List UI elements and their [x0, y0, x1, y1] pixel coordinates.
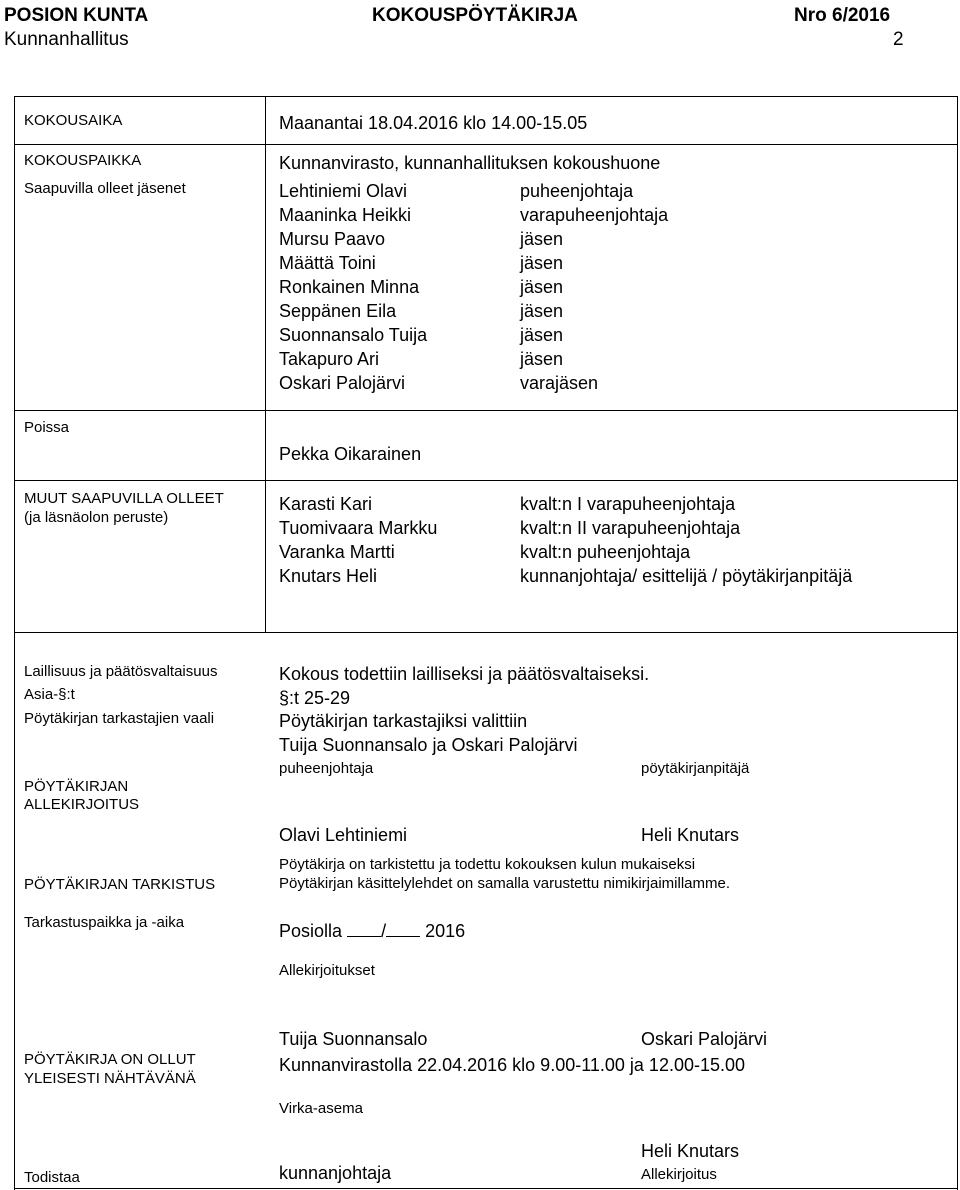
member-role: puheenjohtaja: [520, 181, 634, 201]
items-label: Asia-§:t: [24, 686, 75, 703]
member-name: Lehtiniemi Olavi: [279, 181, 408, 201]
table-bottom-border: [14, 1188, 958, 1189]
certify-label: Todistaa: [24, 1169, 80, 1186]
member-role: jäsen: [520, 301, 564, 321]
document-type: KOKOUSPÖYTÄKIRJA: [372, 5, 578, 26]
member-role: varajäsen: [520, 373, 599, 393]
place-year: 2016: [425, 921, 466, 941]
member-role: jäsen: [520, 325, 564, 345]
row-divider: [14, 632, 958, 633]
member-role: jäsen: [520, 229, 564, 249]
other-role: kunnanjohtaja/ esittelijä / pöytäkirjanpitäjä: [520, 566, 853, 586]
signature-label: PÖYTÄKIRJAN: [24, 778, 129, 795]
row-divider: [14, 144, 958, 145]
signatures-label: Allekirjoitukset: [279, 962, 375, 979]
member-name: Takapuro Ari: [279, 349, 380, 369]
other-name: Varanka Martti: [279, 542, 395, 562]
certifier-title: kunnanjohtaja: [279, 1163, 392, 1183]
signature-label-line2: ALLEKIRJOITUS: [24, 796, 140, 813]
page-number: 2: [893, 29, 904, 50]
other-role: kvalt:n I varapuheenjohtaja: [520, 494, 736, 514]
member-name: Määttä Toini: [279, 253, 376, 273]
inspection-place-label: Tarkastuspaikka ja -aika: [24, 914, 185, 931]
inspection-place-value: [279, 921, 465, 940]
legality-value: Kokous todettiin lailliseksi ja päätösvaltaiseksi.: [279, 664, 650, 684]
member-name: Maaninka Heikki: [279, 205, 412, 225]
member-name: Suonnansalo Tuija: [279, 325, 428, 345]
others-label: MUUT SAAPUVILLA OLLEET: [24, 490, 224, 507]
table-left-border: [14, 96, 15, 1190]
chair-name: Olavi Lehtiniemi: [279, 825, 408, 845]
absent-label: Poissa: [24, 419, 70, 436]
body-name: Kunnanhallitus: [4, 29, 129, 50]
date-separator: /: [381, 921, 387, 941]
position-label: Virka-asema: [279, 1100, 363, 1117]
table-right-border: [957, 96, 958, 1190]
signature-caption: Allekirjoitus: [641, 1166, 717, 1183]
day-blank: [347, 921, 381, 937]
inspectors-label: Pöytäkirjan tarkastajien vaali: [24, 710, 215, 727]
member-role: jäsen: [520, 277, 564, 297]
public-display-value: Kunnanvirastolla 22.04.2016 klo 9.00-11.00 ja 12.00-15.00: [279, 1055, 746, 1075]
public-display-label-line2: YLEISESTI NÄHTÄVÄNÄ: [24, 1070, 196, 1087]
org-name: POSION KUNTA: [4, 5, 149, 26]
other-name: Knutars Heli: [279, 566, 378, 586]
inspection-line2: Pöytäkirjan käsittelylehdet on samalla varustettu nimikirjaimillamme.: [279, 875, 731, 892]
secretary-title: pöytäkirjanpitäjä: [641, 760, 750, 777]
inspector-1-name: Tuija Suonnansalo: [279, 1029, 428, 1049]
meeting-time-value: Maanantai 18.04.2016 klo 14.00-15.05: [279, 113, 588, 133]
place-prefix: Posiolla: [279, 921, 343, 941]
column-divider: [265, 96, 266, 632]
legality-label: Laillisuus ja päätösvaltaisuus: [24, 663, 218, 680]
inspection-label: PÖYTÄKIRJAN TARKISTUS: [24, 876, 216, 893]
month-blank: [386, 921, 420, 937]
row-divider: [14, 410, 958, 411]
member-role: varapuheenjohtaja: [520, 205, 669, 225]
row-divider: [14, 480, 958, 481]
inspection-line1: Pöytäkirja on tarkistettu ja todettu kokouksen kulun mukaiseksi: [279, 856, 696, 873]
meeting-time-label: KOKOUSAIKA: [24, 112, 123, 129]
member-name: Mursu Paavo: [279, 229, 386, 249]
document-number: Nro 6/2016: [794, 5, 891, 26]
secretary-name: Heli Knutars: [641, 825, 740, 845]
other-role: kvalt:n puheenjohtaja: [520, 542, 691, 562]
present-members-label: Saapuvilla olleet jäsenet: [24, 180, 186, 197]
member-name: Oskari Palojärvi: [279, 373, 406, 393]
inspector-2-name: Oskari Palojärvi: [641, 1029, 768, 1049]
items-value: §:t 25-29: [279, 688, 351, 708]
meeting-place-label: KOKOUSPAIKKA: [24, 152, 142, 169]
other-name: Tuomivaara Markku: [279, 518, 438, 538]
table-top-border: [14, 96, 958, 97]
member-role: jäsen: [520, 349, 564, 369]
others-label-note: (ja läsnäolon peruste): [24, 509, 169, 526]
other-name: Karasti Kari: [279, 494, 373, 514]
member-name: Seppänen Eila: [279, 301, 397, 321]
absent-name: Pekka Oikarainen: [279, 444, 422, 464]
member-role: jäsen: [520, 253, 564, 273]
other-role: kvalt:n II varapuheenjohtaja: [520, 518, 741, 538]
public-display-label: PÖYTÄKIRJA ON OLLUT: [24, 1051, 196, 1068]
certifier-name: Heli Knutars: [641, 1141, 740, 1161]
meeting-place-value: Kunnanvirasto, kunnanhallituksen kokoushuone: [279, 153, 661, 173]
chair-title: puheenjohtaja: [279, 760, 374, 777]
inspectors-line1: Pöytäkirjan tarkastajiksi valittiin: [279, 711, 528, 731]
inspectors-line2: Tuija Suonnansalo ja Oskari Palojärvi: [279, 735, 578, 755]
member-name: Ronkainen Minna: [279, 277, 420, 297]
